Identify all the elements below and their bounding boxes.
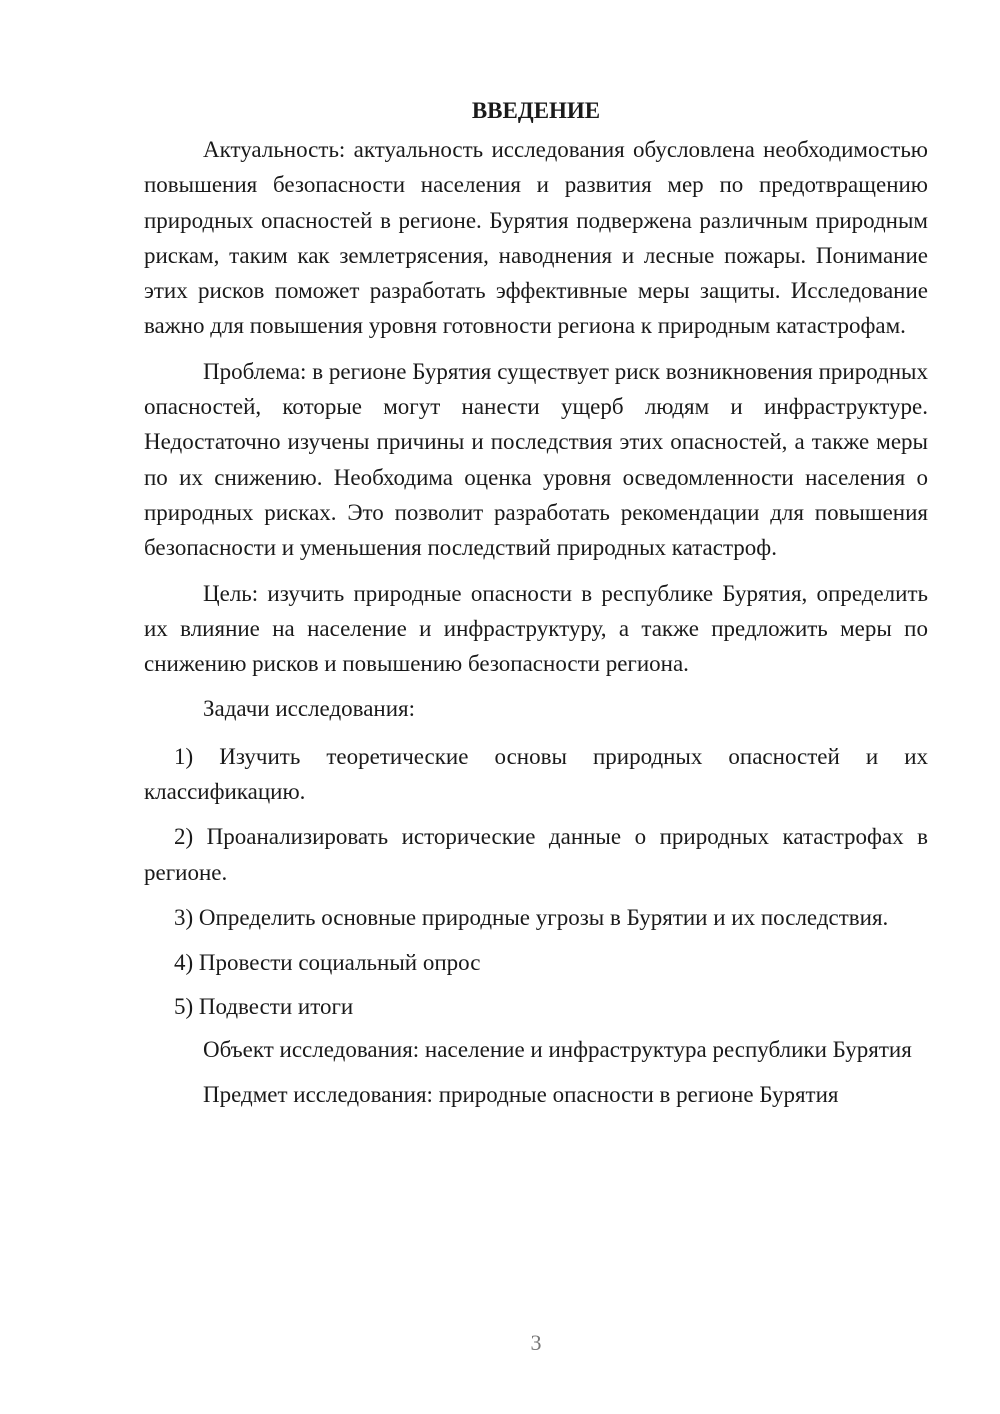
task-item-4: 4) Провести социальный опрос (174, 950, 481, 976)
task-item-3: 3) Определить основные природные угрозы в Бурятии и их последствия. (174, 904, 889, 930)
object-paragraph: Объект исследования: население и инфраструктура республики Бурятия (203, 1036, 912, 1062)
task-item-5: 5) Подвести итоги (174, 993, 354, 1019)
page-content (144, 96, 928, 1122)
page-number: 3 (530, 1330, 542, 1355)
section-heading: ВВЕДЕНИЕ (471, 98, 601, 123)
goal-paragraph: Цель: изучить природные опасности в республике Бурятия, определить их влияние на население и инфраструктуру, а также предложить меры по снижению рисков и повышению безопасности региона. (144, 580, 928, 677)
problem-paragraph: Проблема: в регионе Бурятия существует риск возникновения природных опасностей, которые могут нанести ущерб людям и инфраструктуре. Недостаточно изучены причины и последствия этих опасностей, а также меры по их снижению. Необходима оценка уровня осведомленности населения о природных рисках. Это позволит разработать рекомендации для повышения безопасности и уменьшения последствий природных катастроф. (144, 358, 928, 561)
task-item-1: 1) Изучить теоретические основы природных опасностей и их классификацию. (144, 743, 928, 805)
tasks-title: Задачи исследования: (203, 696, 416, 722)
subject-paragraph: Предмет исследования: природные опасности в регионе Бурятия (203, 1082, 839, 1108)
relevance-paragraph: Актуальность: актуальность исследования обусловлена необходимостью повышения безопасности населения и развития мер по предотвращению природных опасностей в регионе. Бурятия подвержена различным природным рискам, таким как землетрясения, наводнения и лесные пожары. Понимание этих рисков поможет разработать эффективные меры защиты. Исследование важно для повышения уровня готовности региона к природным катастрофам. (144, 137, 928, 339)
task-item-2: 2) Проанализировать исторические данные о природных катастрофах в регионе. (144, 824, 928, 885)
